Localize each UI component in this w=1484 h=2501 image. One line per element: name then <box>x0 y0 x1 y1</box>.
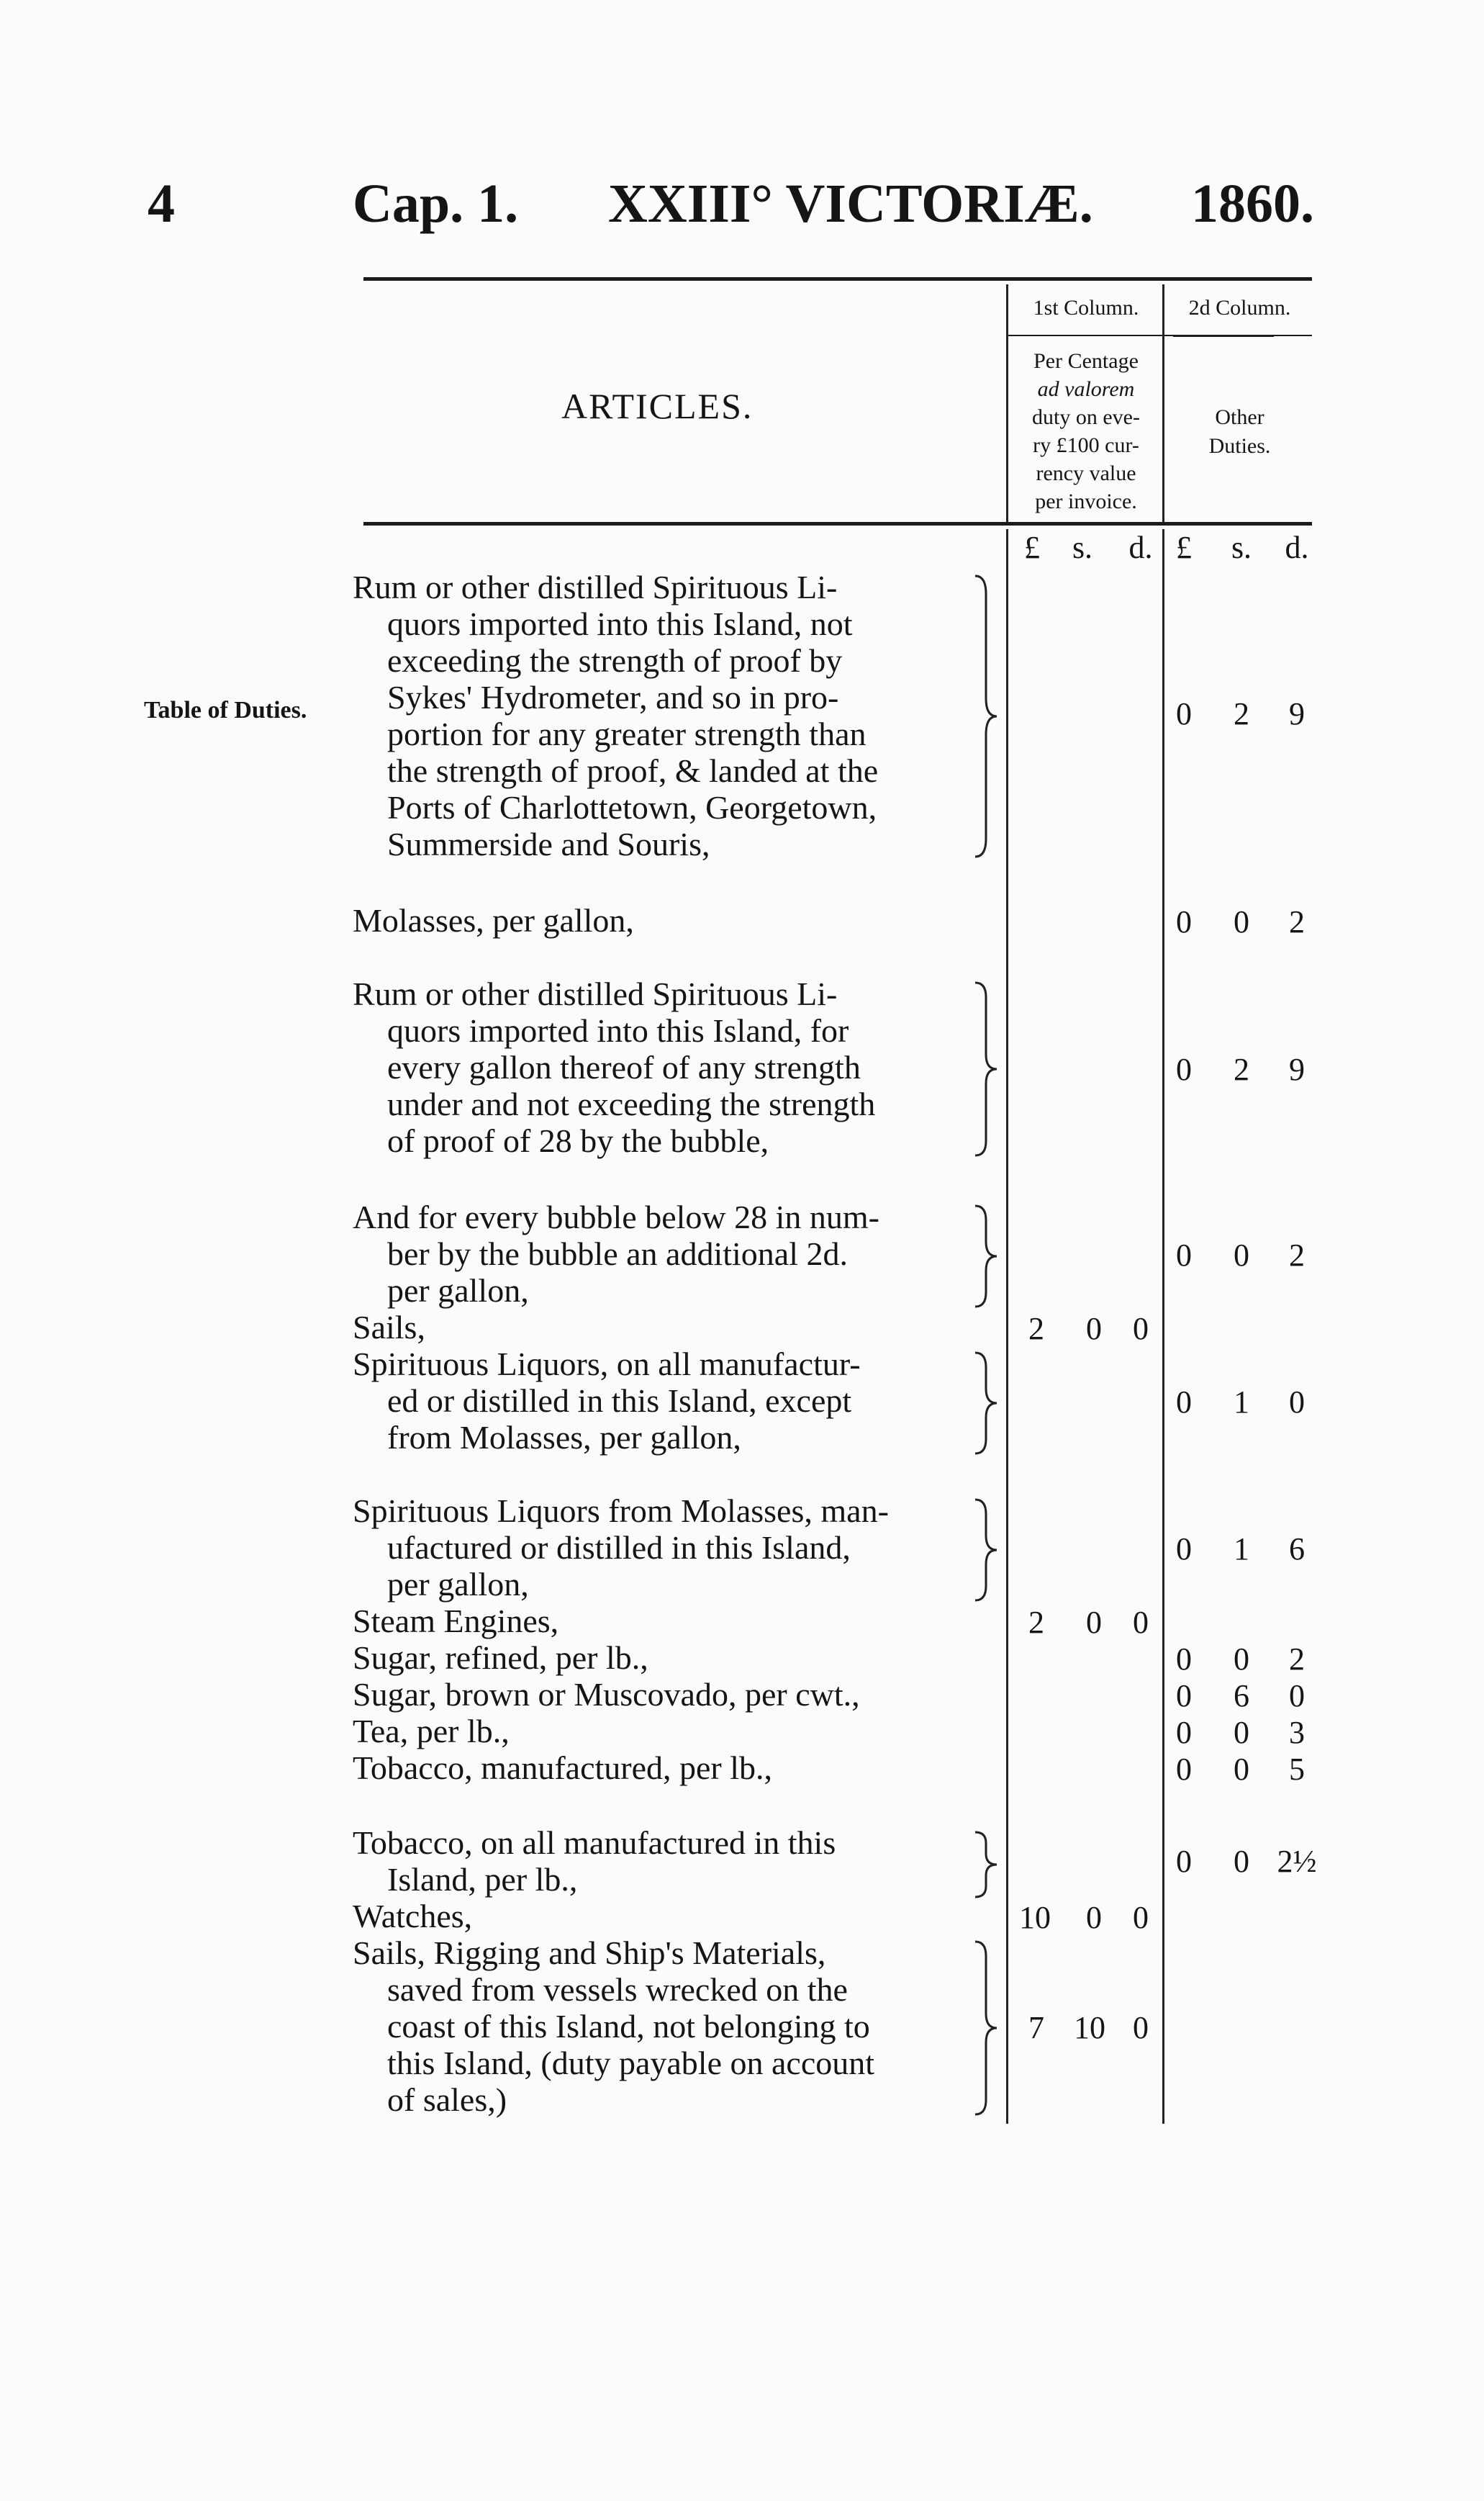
col1-left-header-line <box>1006 284 1008 522</box>
duty-shilling: 0 <box>1234 1641 1249 1677</box>
col2-pound-unit: £ <box>1176 530 1192 565</box>
duty-shilling: 0 <box>1234 904 1249 939</box>
duty-pence: 2 <box>1289 904 1305 939</box>
duty-pound: 0 <box>1176 1715 1192 1750</box>
article-brace <box>972 1349 1000 1457</box>
year-heading: 1860. <box>1191 174 1314 234</box>
duty-shilling: 0 <box>1234 1238 1249 1273</box>
header-bottom-rule <box>363 522 1312 526</box>
ad-valorem-pound: 2 <box>1028 1605 1044 1640</box>
article-sugar-brown: Sugar, brown or Muscovado, per cwt., <box>353 1676 860 1713</box>
col-divider-header-line <box>1162 284 1164 522</box>
article-brace <box>972 979 1000 1159</box>
articles-label: ARTICLES. <box>561 386 754 426</box>
col1-pence-unit: d. <box>1128 530 1153 565</box>
article-spirits-local: Spirituous Liquors, on all manufactur- ed or distilled in this Island, except from Molasses, per gallon, <box>353 1346 861 1456</box>
duty-pound: 0 <box>1176 1238 1192 1273</box>
article-molasses: Molasses, per gallon, <box>353 902 634 939</box>
duty-pence: 2 <box>1289 1238 1305 1273</box>
duty-pound: 0 <box>1176 1641 1192 1677</box>
article-rum-proof: Rum or other distilled Spirituous Li- quors imported into this Island, not exceeding the strength of proof by Sykes' Hydrometer, and so in pro- portion for any greater strength than the strength of proof, & landed at the Ports of Charlottetown, Georgetown, Summerside and Souris, <box>353 569 879 862</box>
col2-title-rule <box>1173 335 1274 337</box>
article-watches: Watches, <box>353 1898 473 1934</box>
ad-valorem-pence: 0 <box>1133 1900 1149 1935</box>
side-note: Table of Duties. <box>144 697 307 724</box>
ad-valorem-pence: 0 <box>1133 2010 1149 2045</box>
article-sails: Sails, <box>353 1309 425 1346</box>
article-tea: Tea, per lb., <box>353 1713 510 1749</box>
article-bubble-additional: And for every bubble below 28 in num- ber by the bubble an additional 2d. per gallon, <box>353 1199 880 1309</box>
col1-left-line <box>1006 529 1008 2124</box>
col1-shilling-unit: s. <box>1072 530 1093 565</box>
ad-valorem-pence: 0 <box>1133 1605 1149 1640</box>
duty-shilling: 6 <box>1234 1678 1249 1713</box>
duty-shilling: 1 <box>1234 1531 1249 1567</box>
duty-shilling: 1 <box>1234 1384 1249 1420</box>
duty-shilling: 0 <box>1234 1844 1249 1879</box>
article-brace <box>972 1496 1000 1604</box>
top-rule <box>363 277 1312 281</box>
article-steam-engines: Steam Engines, <box>353 1603 559 1639</box>
ad-valorem-shilling: 0 <box>1086 1605 1102 1640</box>
article-brace <box>972 1829 1000 1901</box>
duty-shilling: 2 <box>1234 1052 1249 1087</box>
ad-valorem-shilling: 0 <box>1086 1900 1102 1935</box>
ad-valorem-pound: 2 <box>1028 1311 1044 1346</box>
col-divider-line <box>1162 529 1164 2124</box>
col1-title: 1st Column. <box>1033 296 1139 320</box>
col1-pound-unit: £ <box>1024 530 1040 565</box>
article-brace <box>972 1938 1000 2118</box>
ad-valorem-pound: 10 <box>1019 1900 1051 1935</box>
duty-pence: 9 <box>1289 1052 1305 1087</box>
duty-pound: 0 <box>1176 1678 1192 1713</box>
duty-pence: 6 <box>1289 1531 1305 1567</box>
duty-shilling: 2 <box>1234 696 1249 731</box>
chapter-heading: Cap. 1. <box>353 174 519 234</box>
duty-pound: 0 <box>1176 1384 1192 1420</box>
page-number: 4 <box>148 174 175 234</box>
duty-shilling: 0 <box>1234 1752 1249 1787</box>
duty-pound: 0 <box>1176 1052 1192 1087</box>
col2-pence-unit: d. <box>1285 530 1309 565</box>
duty-pound: 0 <box>1176 1752 1192 1787</box>
duty-pound: 0 <box>1176 1844 1192 1879</box>
duty-shilling: 0 <box>1234 1715 1249 1750</box>
reign-heading: XXIII° VICTORIÆ. <box>608 174 1093 234</box>
article-sugar-refined: Sugar, refined, per lb., <box>353 1639 648 1676</box>
duty-pound: 0 <box>1176 1531 1192 1567</box>
col2-description: Other Duties. <box>1208 405 1271 458</box>
ad-valorem-shilling: 10 <box>1074 2010 1105 2045</box>
article-brace <box>972 572 1000 860</box>
article-tobacco-local: Tobacco, on all manufactured in this Island, per lb., <box>353 1824 836 1898</box>
duty-pence: 2 <box>1289 1641 1305 1677</box>
duty-pence: 0 <box>1289 1384 1305 1420</box>
duty-pence: 2½ <box>1277 1844 1317 1879</box>
ad-valorem-shilling: 0 <box>1086 1311 1102 1346</box>
duty-pound: 0 <box>1176 696 1192 731</box>
article-spirits-molasses: Spirituous Liquors from Molasses, man- ufactured or distilled in this Island, per gallon, <box>353 1492 889 1603</box>
article-brace <box>972 1202 1000 1310</box>
duty-pence: 5 <box>1289 1752 1305 1787</box>
article-wrecked-materials: Sails, Rigging and Ship's Materials, saved from vessels wrecked on the coast of this Island, not belonging to this Island, (duty payable on account of sales,) <box>353 1934 875 2118</box>
duty-pence: 3 <box>1289 1715 1305 1750</box>
col2-title: 2d Column. <box>1188 296 1291 320</box>
col2-shilling-unit: s. <box>1231 530 1252 565</box>
duty-pence: 0 <box>1289 1678 1305 1713</box>
col1-description: Per Centage ad valorem duty on eve- ry £100 cur- rency value per invoice. <box>1032 349 1140 513</box>
article-rum-bubble: Rum or other distilled Spirituous Li- quors imported into this Island, for every gallon thereof of any strength under and not exceeding the strength of proof of 28 by the bubble, <box>353 975 876 1159</box>
duty-pence: 9 <box>1289 696 1305 731</box>
article-tobacco-manufactured: Tobacco, manufactured, per lb., <box>353 1749 773 1786</box>
ad-valorem-pound: 7 <box>1028 2010 1044 2045</box>
ad-valorem-pence: 0 <box>1133 1311 1149 1346</box>
duty-pound: 0 <box>1176 904 1192 939</box>
